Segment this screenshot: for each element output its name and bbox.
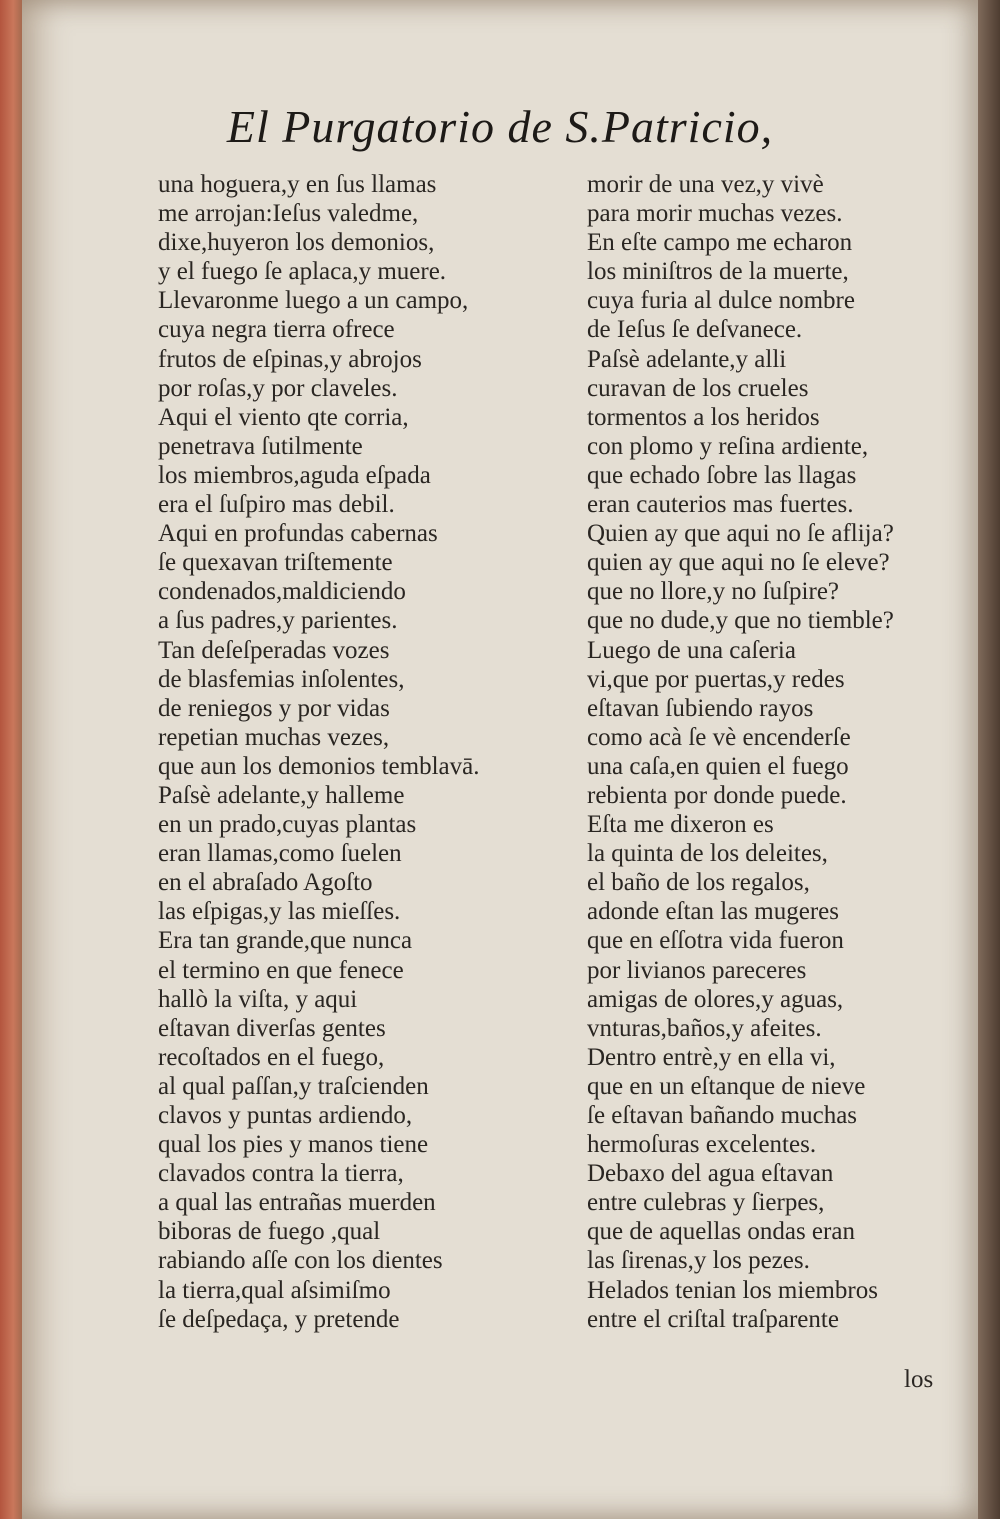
verse-line: que aun los demonios temblavā.: [158, 752, 480, 780]
verse-line: vnturas,baños,y afeites.: [587, 1014, 822, 1042]
verse-line: y el fuego ſe aplaca,y muere.: [158, 258, 447, 286]
verse-line: condenados,maldiciendo: [158, 578, 406, 606]
verse-line: qual los pies y manos tiene: [158, 1131, 429, 1159]
verse-line: repetian muchas vezes,: [158, 723, 390, 751]
page-edge-left: [0, 0, 22, 1519]
verse-line: a ſus padres,y parientes.: [158, 607, 398, 635]
verse-line: curavan de los crueles: [587, 374, 809, 402]
verse-line: frutos de eſpinas,y abrojos: [158, 345, 422, 373]
verse-line: me arrojan:Ieſus valedme,: [158, 200, 419, 228]
verse-line: Aqui el viento qte corria,: [158, 403, 409, 431]
verse-line: la tierra,qual aſsimiſmo: [158, 1276, 391, 1304]
verse-line: era el ſuſpiro mas debil.: [158, 491, 395, 519]
verse-line: las ſirenas,y los pezes.: [587, 1247, 810, 1275]
verse-line: amigas de olores,y aguas,: [587, 985, 844, 1013]
verse-line: de Ieſus ſe deſvanece.: [587, 316, 803, 344]
verse-line: vi,que por puertas,y redes: [587, 665, 845, 693]
verse-line: En eſte campo me echaron: [587, 229, 853, 257]
verse-line: por livianos pareceres: [587, 956, 807, 984]
verse-line: Aqui en profundas cabernas: [158, 520, 438, 548]
verse-line: una hoguera,y en ſus llamas: [158, 171, 437, 198]
verse-line: penetrava ſutilmente: [158, 432, 363, 460]
verse-line: como acà ſe vè encenderſe: [587, 723, 851, 751]
verse-line: Debaxo del agua eſtavan: [587, 1160, 834, 1188]
verse-line: clavados contra la tierra,: [158, 1160, 404, 1188]
verse-line: que no llore,y no ſuſpire?: [587, 578, 840, 606]
verse-line: Paſsè adelante,y halleme: [158, 781, 405, 809]
verse-line: Tan deſeſperadas vozes: [158, 636, 390, 664]
verse-line: en un prado,cuyas plantas: [158, 811, 417, 839]
verse-line: por roſas,y por claveles.: [158, 374, 398, 402]
verse-line: a qual las entrañas muerden: [158, 1189, 436, 1217]
verse-line: Paſsè adelante,y alli: [587, 345, 787, 373]
verse-line: ſe eſtavan bañando muchas: [587, 1102, 858, 1129]
verse-line: Helados tenian los miembros: [587, 1276, 878, 1304]
verse-line: que de aquellas ondas eran: [587, 1218, 855, 1246]
verse-line: ſe deſpedaça, y pretende: [158, 1305, 400, 1333]
verse-line: entre el criſtal traſparente: [587, 1305, 839, 1333]
catchword: los: [904, 1366, 934, 1393]
verse-line: morir de una vez,y vivè: [587, 171, 824, 198]
verse-line: Llevaronme luego a un campo,: [158, 287, 469, 315]
verse-line: que echado ſobre las llagas: [587, 461, 857, 489]
verse-line: Luego de una caſeria: [587, 636, 796, 664]
verse-line: rabiando aſſe con los dientes: [158, 1247, 443, 1275]
running-header: El Purgatorio de S.Patricio,: [226, 101, 774, 152]
verse-line: quien ay que aqui no ſe eleve?: [587, 549, 890, 577]
verse-line: en el abraſado Agoſto: [158, 869, 373, 897]
right-column: [587, 170, 987, 1334]
verse-line: el baño de los regalos,: [587, 869, 810, 897]
verse-line: con plomo y reſina ardiente,: [587, 432, 869, 460]
verse-line: que no dude,y que no tiemble?: [587, 607, 894, 635]
verse-line: para morir muchas vezes.: [587, 200, 843, 228]
left-column: [158, 170, 558, 1334]
verse-line: rebienta por donde puede.: [587, 781, 847, 809]
verse-line: cuya furia al dulce nombre: [587, 287, 855, 315]
verse-line: biboras de fuego ,qual: [158, 1218, 381, 1246]
verse-line: recoſtados en el fuego,: [158, 1043, 385, 1071]
verse-line: de reniegos y por vidas: [158, 694, 390, 722]
verse-line: eſtavan ſubiendo rayos: [587, 694, 814, 722]
verse-line: adonde eſtan las mugeres: [587, 898, 839, 926]
verse-line: hermoſuras excelentes.: [587, 1131, 817, 1159]
verse-line: una caſa,en quien el fuego: [587, 752, 849, 780]
verse-line: al qual paſſan,y traſcienden: [158, 1072, 429, 1100]
verse-line: que en un eſtanque de nieve: [587, 1072, 866, 1100]
verse-line: de blasfemias inſolentes,: [158, 665, 405, 693]
verse-line: los miembros,aguda eſpada: [158, 461, 431, 489]
verse-line: los miniſtros de la muerte,: [587, 258, 849, 286]
verse-line: eran llamas,como ſuelen: [158, 840, 402, 868]
verse-line: ſe quexavan triſtemente: [158, 549, 393, 577]
verse-line: cuya negra tierra ofrece: [158, 316, 395, 344]
verse-line: entre culebras y ſierpes,: [587, 1189, 825, 1217]
verse-line: eſtavan diverſas gentes: [158, 1014, 386, 1042]
verse-line: Quien ay que aqui no ſe aflija?: [587, 520, 894, 548]
verse-line: clavos y puntas ardiendo,: [158, 1102, 413, 1129]
verse-line: las eſpigas,y las mieſſes.: [158, 898, 401, 926]
verse-line: que en eſſotra vida fueron: [587, 927, 844, 955]
verse-line: Era tan grande,que nunca: [158, 927, 413, 955]
verse-line: hallò la viſta, y aqui: [158, 985, 358, 1013]
verse-line: el termino en que fenece: [158, 956, 404, 984]
verse-line: tormentos a los heridos: [587, 403, 820, 431]
verse-line: eran cauterios mas fuertes.: [587, 491, 854, 519]
verse-line: dixe,huyeron los demonios,: [158, 229, 435, 257]
verse-line: Eſta me dixeron es: [587, 811, 774, 839]
verse-line: Dentro entrè,y en ella vi,: [587, 1043, 836, 1071]
verse-line: la quinta de los deleites,: [587, 840, 828, 868]
